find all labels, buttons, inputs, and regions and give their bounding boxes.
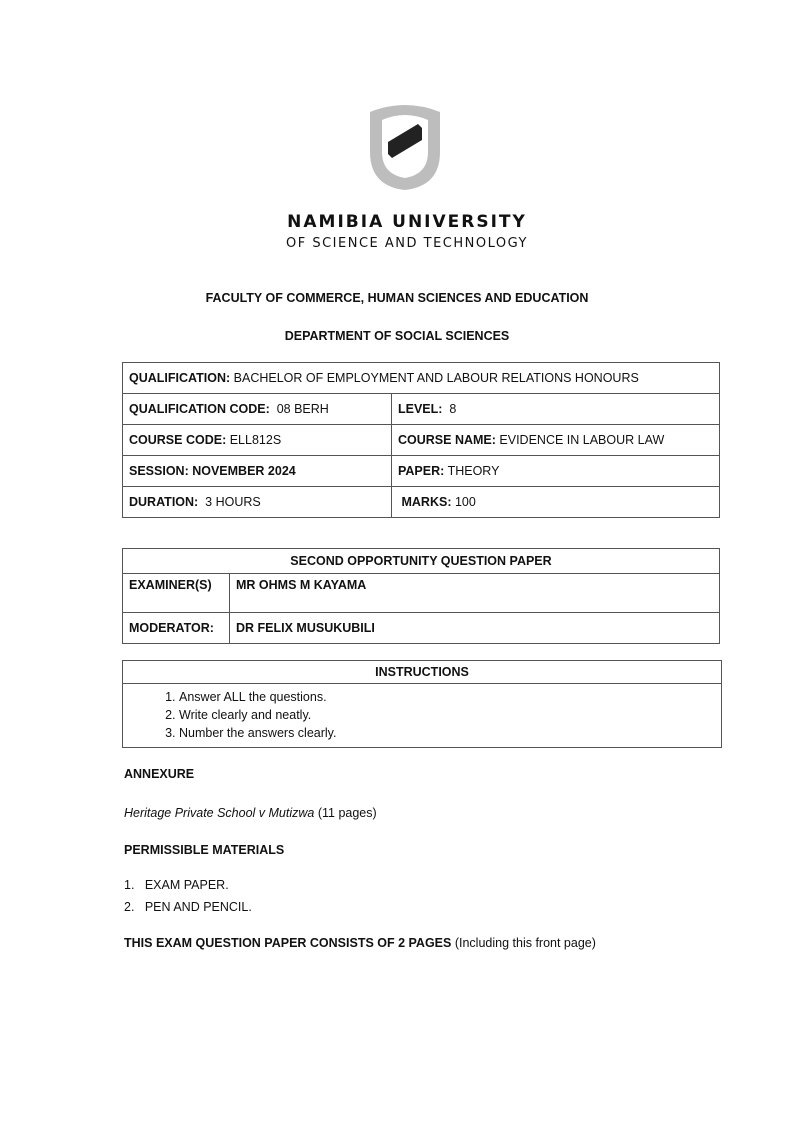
label: QUALIFICATION CODE:: [129, 402, 270, 416]
label: MODERATOR:: [129, 621, 214, 635]
university-name: NAMIBIA UNIVERSITY: [287, 212, 527, 232]
page-count-note: [124, 936, 596, 950]
instructions-title: INSTRUCTIONS: [123, 661, 721, 684]
label: QUALIFICATION:: [129, 371, 231, 385]
level: 8: [449, 402, 457, 416]
university-logo: [362, 100, 448, 192]
examiner: MR OHMS M KAYAMA: [236, 578, 367, 592]
paper: THEORY: [447, 464, 500, 478]
moderator: DR FELIX MUSUKUBILI: [236, 621, 375, 635]
instruction-item: 1. Answer ALL the questions.: [179, 688, 721, 706]
examiners-table: [122, 548, 720, 644]
department: DEPARTMENT OF SOCIAL SCIENCES: [284, 329, 510, 343]
university-subname: OF SCIENCE AND TECHNOLOGY: [286, 236, 528, 251]
annexure-item: [124, 806, 377, 820]
duration: 3 HOURS: [205, 495, 261, 509]
case-name: Heritage Private School v Mutizwa: [124, 806, 315, 820]
material-item: 1. EXAM PAPER.: [124, 878, 229, 892]
label: COURSE NAME:: [398, 433, 496, 447]
page-count: (11 pages): [314, 806, 377, 820]
material-item: 2. PEN AND PENCIL.: [124, 900, 252, 914]
label: EXAMINER(S): [129, 578, 212, 592]
note-normal: (Including this front page): [451, 936, 596, 950]
qualification-code: 08 BERH: [276, 402, 329, 416]
label: PAPER:: [398, 464, 445, 478]
paper-type: SECOND OPPORTUNITY QUESTION PAPER: [290, 554, 552, 568]
faculty: FACULTY OF COMMERCE, HUMAN SCIENCES AND EDUCATION: [205, 291, 589, 305]
label: LEVEL:: [398, 402, 443, 416]
course-details-table: [122, 362, 720, 518]
instructions-box: [122, 660, 722, 748]
qualification: BACHELOR OF EMPLOYMENT AND LABOUR RELATIONS HONOURS: [233, 371, 639, 385]
course-name: EVIDENCE IN LABOUR LAW: [499, 433, 665, 447]
label: DURATION:: [129, 495, 199, 509]
materials-heading: PERMISSIBLE MATERIALS: [124, 843, 285, 857]
label: MARKS:: [401, 495, 452, 509]
marks: 100: [454, 495, 476, 509]
label: COURSE CODE:: [129, 433, 227, 447]
session: SESSION: NOVEMBER 2024: [129, 464, 296, 478]
instruction-item: 2. Write clearly and neatly.: [179, 706, 721, 724]
annexure-heading: ANNEXURE: [124, 767, 195, 781]
note-bold: THIS EXAM QUESTION PAPER CONSISTS OF 2 PAGES: [124, 936, 452, 950]
instruction-item: 3. Number the answers clearly.: [179, 724, 721, 742]
course-code: ELL812S: [229, 433, 282, 447]
